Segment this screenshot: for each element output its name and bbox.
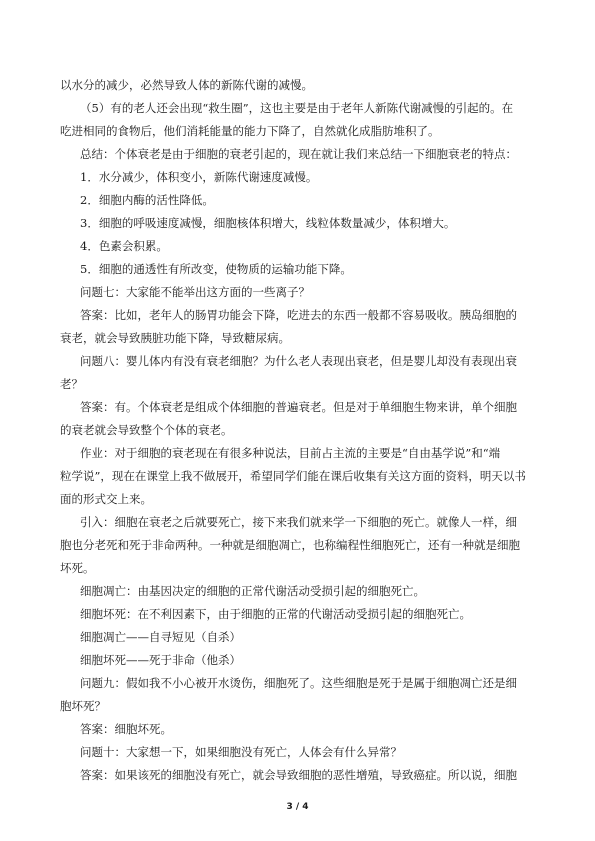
text-line: 老？ [60,377,83,391]
text-line: （5）有的老人还会出现“救生圈”，这也主要是由于老年人新陈代谢减慢的引起的。在 [80,101,514,115]
text-line: 粒学说”，现在在课堂上我不做展开，希望同学们能在课后收集有关这方面的资料，明天以书 [60,469,526,483]
text-line: 1．水分减少，体积变小，新陈代谢速度减慢。 [80,170,318,184]
text-line: 吃进相同的食物后，他们消耗能量的能力下降了，自然就化成脂肪堆积了。 [60,124,440,138]
text-line: 作业：对于细胞的衰老现在有很多种说法，目前占主流的主要是“自由基学说”和“端 [80,446,501,460]
text-line: 2．细胞内酶的活性降低。 [80,193,214,207]
text-line: 引入：细胞在衰老之后就要死亡，接下来我们就来学一下细胞的死亡。就像人一样，细 [80,515,517,529]
document-body [60,74,538,787]
text-line: 衰老，就会导致胰脏功能下降，导致糖尿病。 [60,331,290,345]
text-line: 总结：个体衰老是由于细胞的衰老引起的，现在就让我们来总结一下细胞衰老的特点： [80,147,517,161]
text-line: 3．细胞的呼吸速度减慢，细胞核体积增大，线粒体数量减少，体积增大。 [80,216,456,230]
text-line: 答案：比如，老年人的肠胃功能会下降，吃进去的东西一般都不容易吸收。胰岛细胞的 [80,308,517,322]
text-line: 问题八：婴儿体内有没有衰老细胞？为什么老人表现出衰老，但是婴儿却没有表现出衰 [80,354,517,368]
text-line: 坏死。 [60,561,95,575]
text-line: 面的形式交上来。 [60,492,152,506]
page-number: 3 / 4 [286,802,309,812]
text-line: 5．细胞的通透性有所改变，使物质的运输功能下降。 [80,262,352,276]
text-line: 的衰老就会导致整个个体的衰老。 [60,423,233,437]
text-line: 问题七：大家能不能举出这方面的一些离子？ [80,285,310,299]
text-line: 4．色素会积累。 [80,239,168,253]
text-line: 细胞坏死：在不利因素下，由于细胞的正常的代谢活动受损引起的细胞死亡。 [80,607,471,621]
text-line: 以水分的减少，必然导致人体的新陈代谢的减慢。 [60,78,313,92]
text-line: 问题九：假如我不小心被开水烫伤，细胞死了。这些细胞是死于是属于细胞凋亡还是细 [80,676,517,690]
text-line: 胞也分老死和死于非命两种。一种就是细胞凋亡，也称编程性细胞死亡，还有一种就是细胞 [60,538,520,552]
text-line: 细胞凋亡：由基因决定的细胞的正常代谢活动受损引起的细胞死亡。 [80,584,425,598]
text-line: 答案：有。个体衰老是组成个体细胞的普遍衰老。但是对于单细胞生物来讲，单个细胞 [80,400,517,414]
text-line: 答案：如果该死的细胞没有死亡，就会导致细胞的恶性增殖，导致癌症。所以说，细胞 [80,768,517,782]
text-line: 胞坏死？ [60,699,106,713]
text-line: 答案：细胞坏死。 [80,722,172,736]
text-line: 问题十：大家想一下，如果细胞没有死亡，人体会有什么异常？ [80,745,402,759]
text-line: 细胞凋亡——自寻短见（自杀） [80,630,241,644]
text-line: 细胞坏死——死于非命（他杀） [80,653,241,667]
